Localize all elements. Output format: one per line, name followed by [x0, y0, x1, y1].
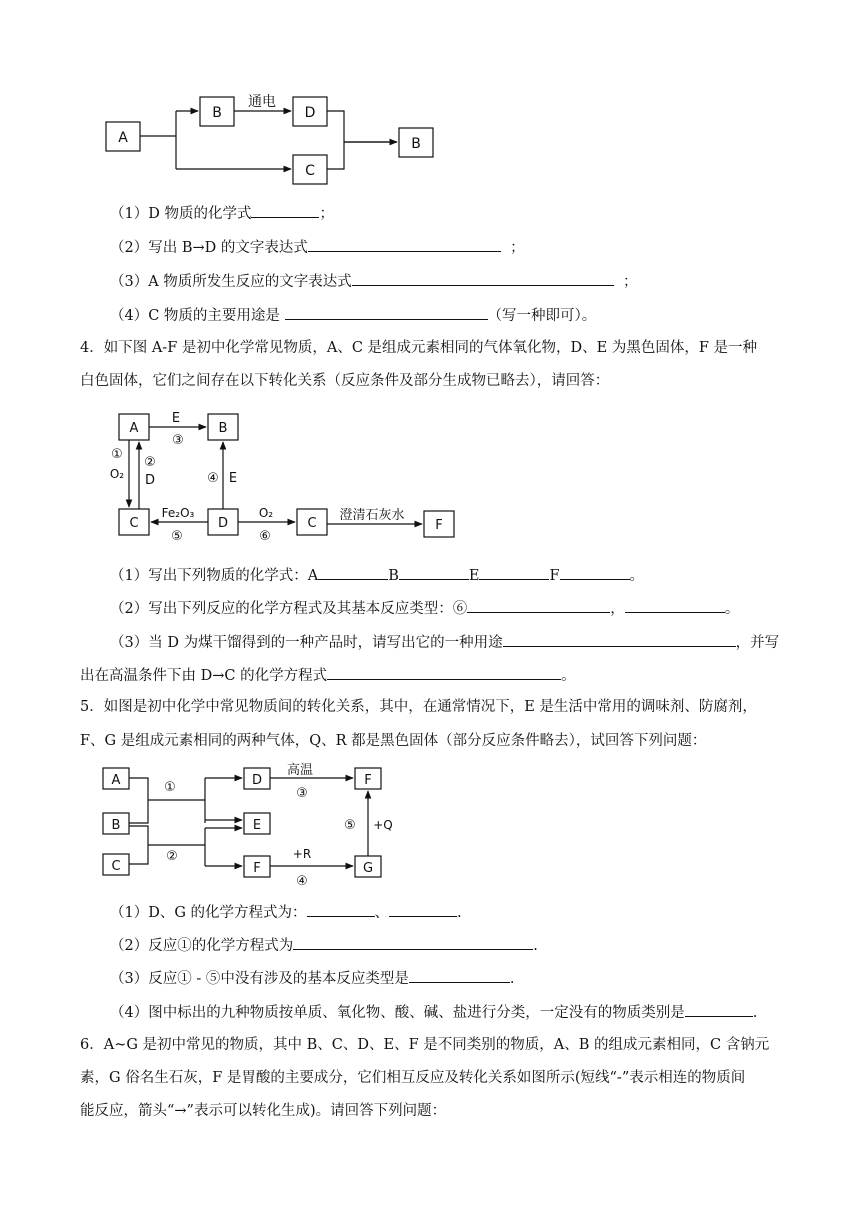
q5-stem-line2: F、G 是组成元素相同的两种气体，Q、R 都是黑色固体（部分反应条件略去），试回答下列问题： — [80, 733, 707, 749]
q3-part4-text: （4）C 物质的主要用途是 — [110, 308, 280, 324]
q5-part4-end: . — [752, 1005, 758, 1021]
q3-part3-text: （3）A 物质所发生反应的文字表达式 — [110, 274, 352, 290]
box-c-label: C — [129, 516, 139, 531]
q4-stem-line1: 4．如下图 A-F 是初中化学常见物质，A、C 是组成元素相同的气体氧化物，D、E 为黑色固体，F 是一种 — [80, 340, 758, 356]
box-d-label: D — [304, 105, 316, 121]
q3-part4-end: （写一种即可）。 — [487, 308, 597, 324]
label-fe2o3: Fe₂O₃ — [161, 506, 195, 520]
q4-part3-cont-end: 。 — [561, 668, 576, 684]
box-e-label: E — [252, 818, 262, 833]
q3-part2-end: ； — [510, 240, 525, 256]
q4-part1-end: 。 — [629, 568, 645, 584]
label-o2: O₂ — [109, 467, 125, 481]
box-b2-label: B — [411, 136, 421, 152]
label-5: ⑤ — [344, 818, 356, 833]
q4-part2-text: （2）写出下列反应的化学方程式及其基本反应类型：⑥ — [110, 601, 468, 617]
box-c2-label: C — [307, 516, 317, 531]
box-g-label: G — [362, 861, 374, 876]
box-a-label: A — [111, 773, 121, 788]
box-b-label: B — [212, 105, 222, 121]
label-4: ④ — [296, 874, 308, 889]
q5-part1-end: . — [457, 905, 462, 921]
q4-stem-line2: 白色固体，它们之间存在以下转化关系（反应条件及部分生成物已略去），请回答： — [80, 373, 610, 389]
q4-part3-cont-text: 出在高温条件下由 D→C 的化学方程式 — [80, 668, 328, 684]
answer-blank[interactable] — [389, 901, 457, 917]
label-1: ① — [164, 780, 176, 795]
q4-part3-mid: ，并写 — [735, 635, 780, 651]
label-limewater: 澄清石灰水 — [339, 508, 405, 523]
label-d: D — [144, 473, 156, 488]
q4-part1-f: F — [549, 568, 560, 584]
q5-stem-line1: 5．如图是初中化学中常见物质间的转化关系，其中，在通常情况下，E 是生活中常用的调味剂、防腐剂， — [80, 699, 757, 715]
q5-part4 — [110, 1001, 757, 1023]
box-a-label: A — [129, 421, 139, 436]
q3-part1-text: （1）D 物质的化学式 — [110, 206, 252, 222]
label-6: ⑥ — [259, 529, 271, 544]
answer-blank[interactable] — [307, 901, 375, 917]
label-high-temp: 高温 — [286, 763, 314, 778]
q4-part2-mid: ， — [610, 601, 625, 617]
label-e2: E — [228, 471, 238, 486]
label-1: ① — [111, 447, 123, 462]
label-4: ④ — [207, 471, 219, 486]
label-2: ② — [144, 455, 156, 470]
box-b-label: B — [111, 818, 121, 833]
box-d-label: D — [251, 773, 263, 788]
box-b-label: B — [218, 421, 228, 436]
q5-part4-text: （4）图中标出的九种物质按单质、氧化物、酸、碱、盐进行分类，一定没有的物质类别是 — [110, 1005, 685, 1021]
label-o2-2: O₂ — [258, 506, 274, 520]
q5-part3-text: （3）反应① - ⑤中没有涉及的基本反应类型是 — [110, 971, 409, 987]
label-3: ③ — [296, 786, 308, 801]
box-f-label: F — [435, 518, 443, 533]
box-f-label: F — [364, 773, 372, 788]
label-2: ② — [166, 849, 178, 864]
label-3: ③ — [172, 433, 184, 448]
box-d-label: D — [217, 516, 229, 531]
box-c-label: C — [305, 163, 315, 179]
q4-part1-b: B — [388, 568, 399, 584]
q5-part1-text: （1）D、G 的化学方程式为： — [110, 905, 307, 921]
label-plus-r: +R — [292, 847, 312, 861]
q5-part2-text: （2）反应①的化学方程式为 — [110, 938, 294, 954]
q5-part1-mid: 、 — [374, 905, 390, 921]
q4-part1-text: （1）写出下列物质的化学式：A — [110, 568, 319, 584]
q4-part1-e: E — [468, 568, 480, 584]
q5-part3-end: . — [509, 971, 515, 987]
q5-part3 — [110, 967, 514, 989]
q6-stem-line2: 素，G 俗名生石灰，F 是胃酸的主要成分，它们相互反应及转化关系如图所示(短线“-”表示相连的物质间 — [80, 1070, 746, 1086]
q6-stem-line1: 6．A~G 是初中常见的物质，其中 B、C、D、E、F 是不同类别的物质，A、B 的组成元素相同，C 含钠元 — [80, 1037, 770, 1053]
q3-part2-text: （2）写出 B→D 的文字表达式 — [110, 240, 308, 256]
label-5: ⑤ — [171, 529, 183, 544]
q5-part1 — [110, 901, 462, 923]
arrow-label-electrolysis: 通电 — [248, 94, 276, 110]
q5-part2-end: . — [533, 938, 538, 954]
label-e: E — [171, 411, 181, 426]
answer-blank[interactable] — [409, 967, 510, 983]
q3-part1-end: ； — [319, 206, 334, 222]
q4-part2-end: 。 — [724, 601, 740, 617]
box-c-label: C — [111, 859, 121, 874]
box-a-label: A — [118, 130, 128, 146]
q4-part3-text: （3）当 D 为煤干馏得到的一种产品时，请写出它的一种用途 — [110, 635, 503, 651]
box-f2-label: F — [253, 861, 261, 876]
answer-blank[interactable] — [685, 1001, 753, 1017]
answer-blank[interactable] — [293, 934, 533, 950]
q6-stem-line3: 能反应，箭头“→”表示可以转化生成)。请回答下列问题： — [80, 1103, 447, 1119]
q5-part2 — [110, 934, 538, 956]
label-plus-q: +Q — [373, 818, 393, 832]
q3-part3-end: ； — [623, 274, 638, 290]
